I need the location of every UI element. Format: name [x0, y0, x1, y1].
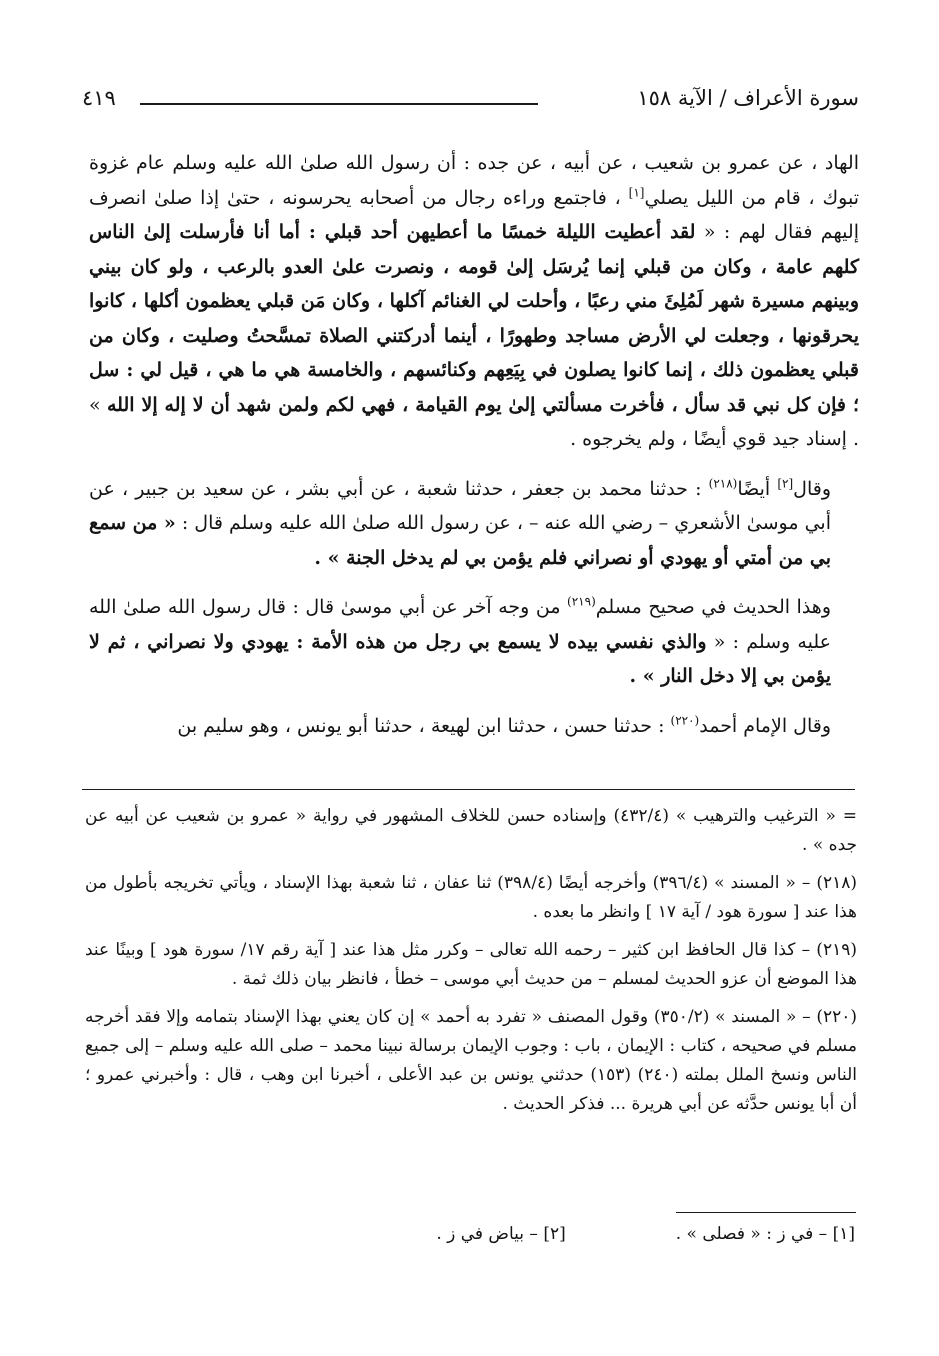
editorial-note-ref: [١]: [628, 185, 645, 200]
hadith-quote: والذي نفسي بيده لا يسمع بي رجل من هذه الأمة : يهودي ولا نصراني ، ثم لا يؤمن بي إلا دخل النار » .: [89, 630, 831, 687]
editorial-note-ref: [٢]: [777, 476, 794, 491]
paragraph-hadith-five-gifts: الهاد ، عن عمرو بن شعيب ، عن أبيه ، عن جده : أن رسول الله صلىٰ الله عليه وسلم عام غزوة تبوك ، قام من الليل يصلي[١] ، فاجتمع وراءه رجال من أصحابه يحرسونه ، حتىٰ إذا صلىٰ انصرف إليهم فقال لهم : « لقد أعطيت الليلة خمسًا ما أعطيهن أحد قبلي : أما أنا فأرسلت إلىٰ الناس كلهم عامة ، وكان من قبلي إنما يُرسَل إلىٰ قومه ، ونصرت علىٰ العدو بالرعب ، ولو كان بيني وبينهم مسيرة شهر لَمُلِئَ مني رعبًا ، وأحلت لي الغنائم آكلها ، وكان مَن قبلي يعظمون أكلها ، كانوا يحرقونها ، وجعلت لي الأرض مساجد وطهورًا ، أينما أدركتني الصلاة تمسَّحتُ وصليت ، وكان من قبلي يعظمون ذلك ، إنما كانوا يصلون في بِيَعِهم وكنائسهم ، والخامسة هي ما هي ، قيل لي : سل ؛ فإن كل نبي قد سأل ، فأخرت مسألتي إلىٰ يوم القيامة ، فهي لكم ولمن شهد أن لا إله إلا الله » . إسناد جيد قوي أيضًا ، ولم يخرجوه .: [89, 152, 859, 450]
footnotes: [85, 802, 857, 1128]
main-text: [89, 146, 859, 743]
hadith-quote: « من سمع بي من أمتي أو يهودي أو نصراني فلم يؤمن بي لم يدخل الجنة » .: [89, 512, 831, 569]
footnote-218: (٢١٨) – « المسند » (٣٩٦/٤) وأخرجه أيضًا (٣٩٨/٤) ثنا عفان ، ثنا شعبة بهذا الإسناد ، ويأتي تخريجه بأطول من هذا عند [ سورة هود / آية ١٧ ] وانظر ما بعده .: [85, 873, 857, 922]
footnote-separator: [82, 789, 855, 790]
hadith-quote: لقد أعطيت الليلة خمسًا ما أعطيهن أحد قبلي : أما أنا فأرسلت إلىٰ الناس كلهم عامة ، وكان من قبلي إنما يُرسَل إلىٰ قومه ، ونصرت علىٰ العدو بالرعب ، ولو كان بيني وبينهم مسيرة شهر لَمُلِئَ مني رعبًا ، وأحلت لي الغنائم آكلها ، وكان مَن قبلي يعظمون أكلها ، كانوا يحرقونها ، وجعلت لي الأرض مساجد وطهورًا ، أينما أدركتني الصلاة تمسَّحتُ وصليت ، وكان من قبلي يعظمون ذلك ، إنما كانوا يصلون في بِيَعِهم وكنائسهم ، والخامسة هي ما هي ، قيل لي : سل ؛ فإن كل نبي قد سأل ، فأخرت مسألتي إلىٰ يوم القيامة ، فهي لكم ولمن شهد أن لا إله إلا الله: [89, 221, 859, 416]
paragraph-muslim-narration: وهذا الحديث في صحيح مسلم$^{(٢١٩)}$ من وجه آخر عن أبي موسىٰ قال : قال رسول الله صلىٰ الله عليه وسلم : « والذي نفسي بيده لا يسمع بي رجل من هذه الأمة : يهودي ولا نصراني ، ثم لا يؤمن بي إلا دخل النار » .: [89, 594, 831, 687]
editorial-notes: [436, 1224, 855, 1244]
footnote-ref: (٢١٩): [567, 594, 596, 609]
header-rule: [140, 103, 538, 105]
footnote-220: (٢٢٠) – « المسند » (٣٥٠/٢) وقول المصنف « تفرد به أحمد » إن كان يعني بهذا الإسناد بتمامه وإلا فقد أخرجه مسلم في صحيحه ، كتاب : الإيمان ، باب : وجوب الإيمان برسالة نبينا محمد – صلى الله عليه وسلم – إلى جميع الناس ونسخ الملل بملته (٢٤٠) (١٥٣) حدثني يونس بن عبد الأعلى ، أخبرنا ابن وهب ، قال : وأخبرني عمرو ؛ أن أبا يونس حدَّثه عن أبي هريرة ... فذكر الحديث .: [85, 1007, 857, 1114]
footnote-ref: (٢٢٠): [670, 713, 700, 728]
paragraph-ahmad-narration: وقال[٢] أيضًا$^{(٢١٨)}$ : حدثنا محمد بن جعفر ، حدثنا شعبة ، عن أبي بشر ، عن سعيد بن جبير ، عن أبي موسىٰ الأشعري – رضي الله عنه – ، عن رسول الله صلىٰ الله عليه وسلم قال : « من سمع بي من أمتي أو يهودي أو نصراني فلم يؤمن بي لم يدخل الجنة » .: [89, 476, 832, 569]
paragraph-imam-ahmad: وقال الإمام أحمد$^{(٢٢٠)}$ : حدثنا حسن ، حدثنا ابن لهيعة ، حدثنا أبو يونس ، وهو سليم بن: [177, 713, 831, 737]
footnote-continued: = « الترغيب والترهيب » (٤٣٢/٤) وإسناده حسن للخلاف المشهور في رواية « عمرو بن شعيب عن أبيه عن جده » .: [85, 806, 857, 855]
footnote-ref: (٢١٨): [708, 476, 738, 491]
running-header-surah: سورة الأعراف / الآية ١٥٨: [637, 86, 859, 110]
editorial-note-2: [٢] – بياض في ز .: [436, 1224, 566, 1244]
editorial-note-1: [١] – في ز : « فصلى » .: [675, 1224, 855, 1244]
page-number: ٤١٩: [82, 86, 116, 110]
editorial-notes-separator: [676, 1212, 856, 1213]
footnote-219: (٢١٩) – كذا قال الحافظ ابن كثير – رحمه الله تعالى – وكرر مثل هذا عند [ آية رقم ١٧/ سورة هود ] وبينًا عند هذا الموضع أن عزو الحديث لمسلم – من حديث أبي موسى – خطأ ، فانظر بيان ذلك ثمة .: [85, 940, 857, 989]
